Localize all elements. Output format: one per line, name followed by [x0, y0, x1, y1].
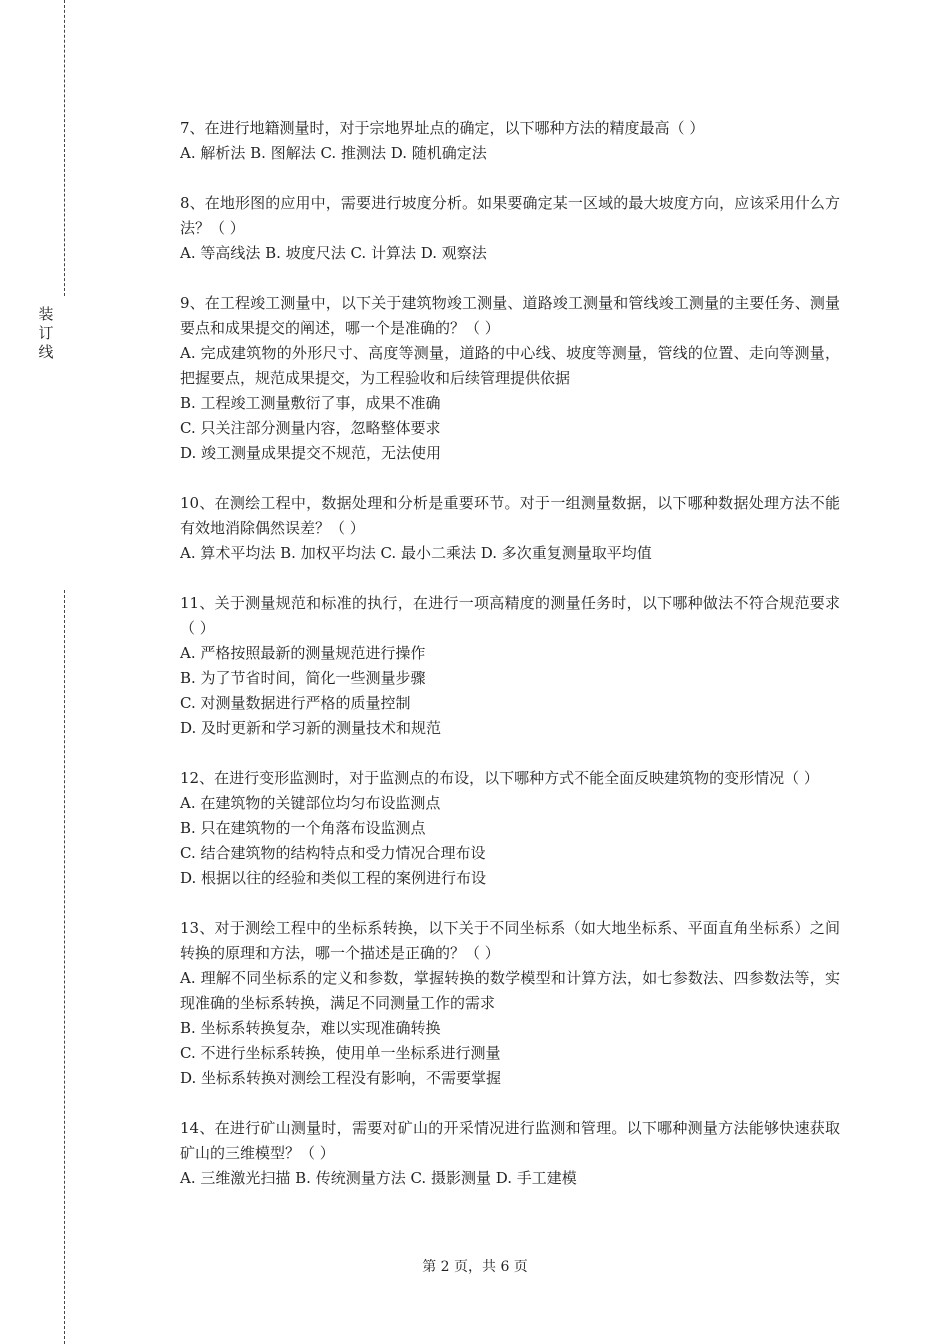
question-11	[180, 591, 840, 741]
question-options: A. 算术平均法 B. 加权平均法 C. 最小二乘法 D. 多次重复测量取平均值	[180, 544, 652, 562]
question-stem: 14、在进行矿山测量时，需要对矿山的开采情况进行监测和管理。以下哪种测量方法能够快速获取矿山的三维模型？（ ）	[180, 1119, 840, 1162]
question-options: A. 三维激光扫描 B. 传统测量方法 C. 摄影测量 D. 手工建模	[180, 1169, 577, 1187]
option-c: C. 只关注部分测量内容，忽略整体要求	[180, 419, 441, 437]
binding-label	[36, 305, 56, 362]
option-d: D. 坐标系转换对测绘工程没有影响，不需要掌握	[180, 1069, 502, 1087]
option-d: D. 根据以往的经验和类似工程的案例进行布设	[180, 869, 487, 887]
option-c: C. 不进行坐标系转换，使用单一坐标系进行测量	[180, 1044, 501, 1062]
option-b: B. 为了节省时间，简化一些测量步骤	[180, 669, 426, 687]
option-b: B. 工程竣工测量敷衍了事，成果不准确	[180, 394, 441, 412]
option-a: A. 在建筑物的关键部位均匀布设监测点	[180, 794, 441, 812]
option-a: A. 理解不同坐标系的定义和参数，掌握转换的数学模型和计算方法，如七参数法、四参数法等，实现准确的坐标系转换，满足不同测量工作的需求	[180, 969, 840, 1012]
question-10	[180, 491, 840, 566]
question-stem: 13、对于测绘工程中的坐标系转换，以下关于不同坐标系（如大地坐标系、平面直角坐标系）之间转换的原理和方法，哪一个描述是正确的？（ ）	[180, 919, 840, 962]
question-stem: 9、在工程竣工测量中，以下关于建筑物竣工测量、道路竣工测量和管线竣工测量的主要任务、测量要点和成果提交的阐述，哪一个是准确的？（ ）	[180, 294, 840, 337]
question-8	[180, 191, 840, 266]
question-14	[180, 1116, 840, 1191]
binding-char: 线	[38, 343, 54, 361]
option-a: A. 严格按照最新的测量规范进行操作	[180, 644, 426, 662]
binding-char: 订	[38, 324, 54, 342]
question-stem: 10、在测绘工程中，数据处理和分析是重要环节。对于一组测量数据，以下哪种数据处理方法不能有效地消除偶然误差？（ ）	[180, 494, 840, 537]
option-c: C. 结合建筑物的结构特点和受力情况合理布设	[180, 844, 486, 862]
question-options: A. 等高线法 B. 坡度尺法 C. 计算法 D. 观察法	[180, 244, 487, 262]
option-d: D. 及时更新和学习新的测量技术和规范	[180, 719, 442, 737]
question-options: A. 解析法 B. 图解法 C. 推测法 D. 随机确定法	[180, 144, 487, 162]
binding-char: 装	[38, 305, 54, 323]
question-9	[180, 291, 840, 466]
question-13	[180, 916, 840, 1091]
question-stem: 7、在进行地籍测量时，对于宗地界址点的确定，以下哪种方法的精度最高（ ）	[180, 119, 705, 137]
page-number: 第 2 页，共 6 页	[422, 1259, 528, 1275]
option-b: B. 坐标系转换复杂，难以实现准确转换	[180, 1019, 441, 1037]
option-a: A. 完成建筑物的外形尺寸、高度等测量，道路的中心线、坡度等测量，管线的位置、走向等测量，把握要点，规范成果提交，为工程验收和后续管理提供依据	[180, 344, 840, 387]
question-12	[180, 766, 840, 891]
option-d: D. 竣工测量成果提交不规范，无法使用	[180, 444, 442, 462]
option-c: C. 对测量数据进行严格的质量控制	[180, 694, 411, 712]
binding-line-top	[64, 0, 65, 296]
binding-line-bottom	[64, 590, 65, 1344]
question-stem: 11、关于测量规范和标准的执行，在进行一项高精度的测量任务时，以下哪种做法不符合规范要求（ ）	[180, 594, 840, 637]
question-stem: 12、在进行变形监测时，对于监测点的布设，以下哪种方式不能全面反映建筑物的变形情况（ ）	[180, 769, 819, 787]
question-7	[180, 116, 840, 166]
question-list	[180, 116, 840, 1216]
question-stem: 8、在地形图的应用中，需要进行坡度分析。如果要确定某一区域的最大坡度方向，应该采用什么方法？（ ）	[180, 194, 840, 237]
option-b: B. 只在建筑物的一个角落布设监测点	[180, 819, 426, 837]
